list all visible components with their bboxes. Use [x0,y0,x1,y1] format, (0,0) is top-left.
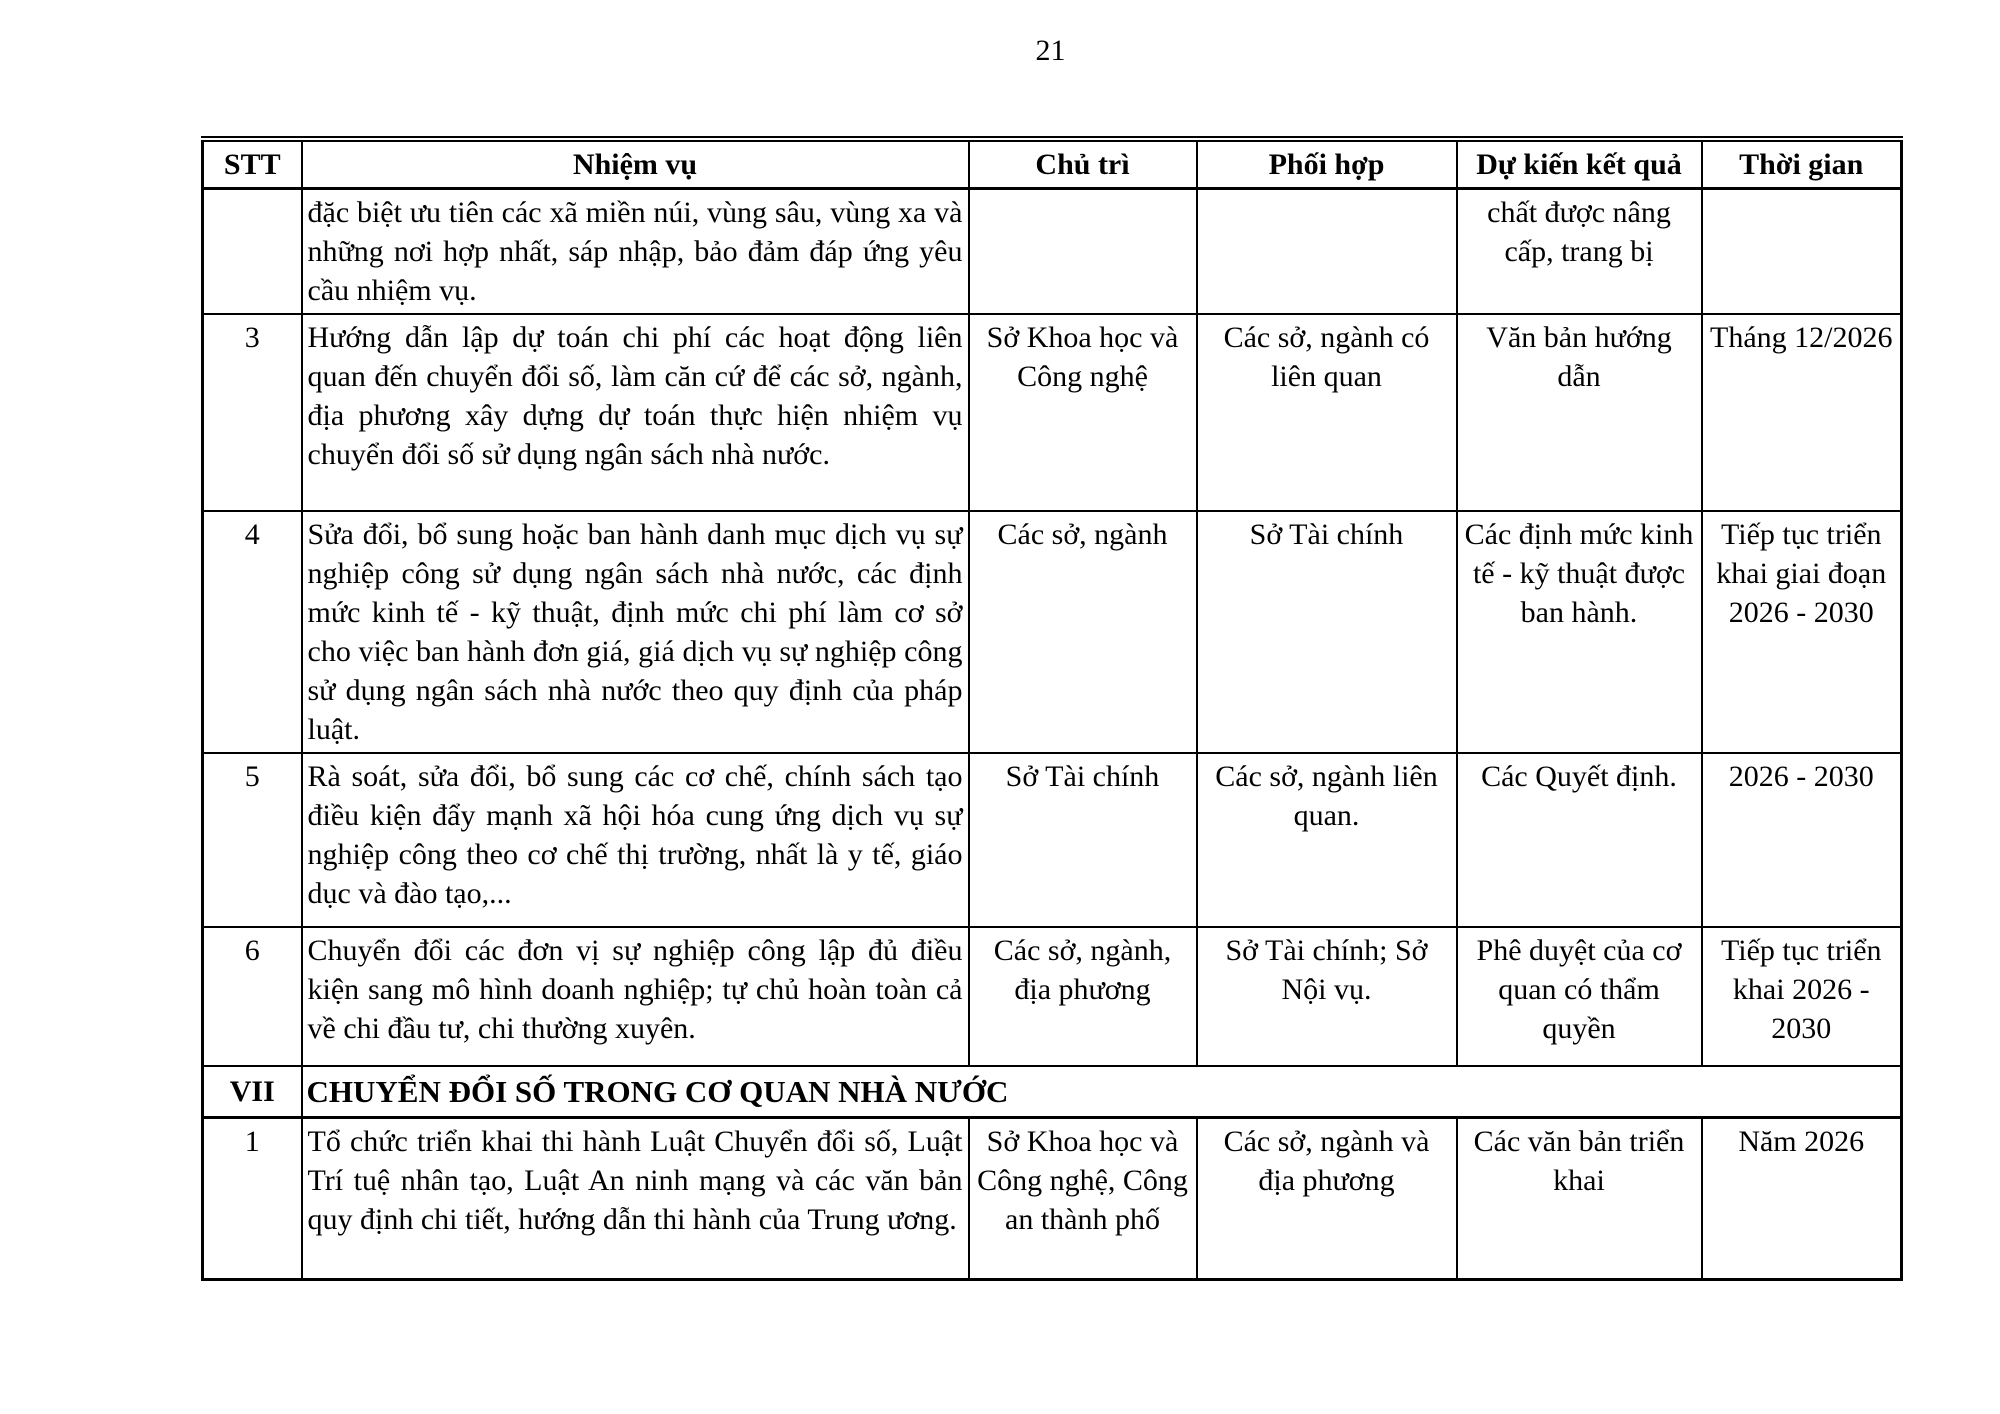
page-number: 21 [1035,34,1066,67]
cell-result: Các định mức kinh tế - kỹ thuật được ban hành. [1457,511,1702,753]
table-header [203,139,1902,188]
cell-time: Tháng 12/2026 [1702,314,1902,511]
header-coop: Phối hợp [1197,139,1457,188]
cell-coop: Các sở, ngành có liên quan [1197,314,1457,511]
header-lead: Chủ trì [969,139,1197,188]
cell-stt: 1 [203,1118,302,1280]
cell-time [1702,188,1902,314]
table-body [203,188,1902,1280]
header-task: Nhiệm vụ [302,139,969,188]
header-row [203,139,1902,188]
table-row-vii-1 [203,1118,1902,1280]
cell-coop: Sở Tài chính [1197,511,1457,753]
section-number: VII [203,1066,302,1118]
cell-coop [1197,188,1457,314]
table-row-6 [203,927,1902,1066]
cell-stt: 6 [203,927,302,1066]
cell-time: Năm 2026 [1702,1118,1902,1280]
header-stt: STT [203,139,302,188]
cell-result: chất được nâng cấp, trang bị [1457,188,1702,314]
cell-lead: Sở Khoa học và Công nghệ, Công an thành phố [969,1118,1197,1280]
cell-time: Tiếp tục triển khai 2026 - 2030 [1702,927,1902,1066]
cell-stt: 4 [203,511,302,753]
section-row-vii [203,1066,1902,1118]
cell-task: Sửa đổi, bổ sung hoặc ban hành danh mục dịch vụ sự nghiệp công sử dụng ngân sách nhà nước, các định mức kinh tế - kỹ thuật, định mức chi phí làm cơ sở cho việc ban hành đơn giá, giá dịch vụ sự nghiệp công sử dụng ngân sách nhà nước theo quy định của pháp luật. [302,511,969,753]
table-row-4 [203,511,1902,753]
cell-task: Rà soát, sửa đổi, bổ sung các cơ chế, chính sách tạo điều kiện đẩy mạnh xã hội hóa cung ứng dịch vụ sự nghiệp công theo cơ chế thị trường, nhất là y tế, giáo dục và đào tạo,... [302,753,969,927]
cell-result: Văn bản hướng dẫn [1457,314,1702,511]
cell-coop: Sở Tài chính; Sở Nội vụ. [1197,927,1457,1066]
cell-task: Chuyển đổi các đơn vị sự nghiệp công lập đủ điều kiện sang mô hình doanh nghiệp; tự chủ hoàn toàn cả về chi đầu tư, chi thường xuyên. [302,927,969,1066]
cell-result: Phê duyệt của cơ quan có thẩm quyền [1457,927,1702,1066]
table-row-continuation [203,188,1902,314]
header-result: Dự kiến kết quả [1457,139,1702,188]
cell-stt [203,188,302,314]
header-time: Thời gian [1702,139,1902,188]
cell-lead: Sở Khoa học và Công nghệ [969,314,1197,511]
cell-time: Tiếp tục triển khai giai đoạn 2026 - 2030 [1702,511,1902,753]
cell-task: Hướng dẫn lập dự toán chi phí các hoạt động liên quan đến chuyển đổi số, làm căn cứ để các sở, ngành, địa phương xây dựng dự toán thực hiện nhiệm vụ chuyển đổi số sử dụng ngân sách nhà nước. [302,314,969,511]
cell-stt: 5 [203,753,302,927]
cell-coop: Các sở, ngành liên quan. [1197,753,1457,927]
cell-result: Các Quyết định. [1457,753,1702,927]
cell-lead: Các sở, ngành, địa phương [969,927,1197,1066]
cell-stt: 3 [203,314,302,511]
table-row-3 [203,314,1902,511]
cell-time: 2026 - 2030 [1702,753,1902,927]
cell-lead: Các sở, ngành [969,511,1197,753]
cell-task: đặc biệt ưu tiên các xã miền núi, vùng sâu, vùng xa và những nơi hợp nhất, sáp nhập, bảo đảm đáp ứng yêu cầu nhiệm vụ. [302,188,969,314]
cell-lead: Sở Tài chính [969,753,1197,927]
cell-result: Các văn bản triển khai [1457,1118,1702,1280]
cell-coop: Các sở, ngành và địa phương [1197,1118,1457,1280]
cell-lead [969,188,1197,314]
cell-task: Tổ chức triển khai thi hành Luật Chuyển đổi số, Luật Trí tuệ nhân tạo, Luật An ninh mạng và các văn bản quy định chi tiết, hướng dẫn thi hành của Trung ương. [302,1118,969,1280]
section-title: CHUYỂN ĐỔI SỐ TRONG CƠ QUAN NHÀ NƯỚC [302,1066,1902,1118]
table-row-5 [203,753,1902,927]
task-table [201,136,1903,1281]
